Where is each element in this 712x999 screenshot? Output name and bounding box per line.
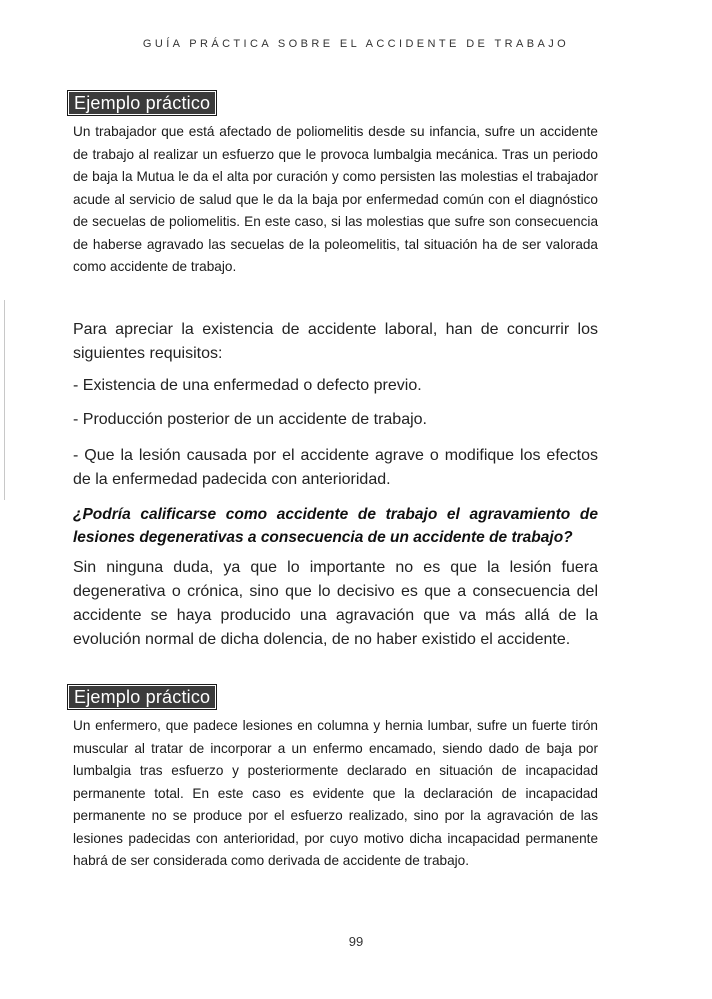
example-label-2: Ejemplo práctico	[67, 684, 217, 710]
requirements-intro: Para apreciar la existencia de accidente laboral, han de concurrir los siguientes requisitos:	[73, 321, 598, 362]
running-header: GUÍA PRÁCTICA SOBRE EL ACCIDENTE DE TRABAJO	[142, 38, 570, 50]
requirement-item-1: - Existencia de una enfermedad o defecto previo.	[73, 377, 422, 394]
page-number: 99	[348, 934, 364, 949]
requirement-item-3: - Que la lesión causada por el accidente agrave o modifique los efectos de la enfermedad padecida con anterioridad.	[73, 447, 598, 488]
page-edge-line	[4, 300, 5, 500]
question-answer: Sin ninguna duda, ya que lo importante no es que la lesión fuera degenerativa o crónica, sino que lo decisivo es que a consecuencia del accidente se haya producido una agravación que va más allá de la evolución normal de dicha dolencia, de no haber existido el accidente.	[73, 559, 598, 648]
requirement-item-2: - Producción posterior de un accidente de trabajo.	[73, 411, 427, 428]
question-heading: ¿Podría calificarse como accidente de trabajo el agravamiento de lesiones degenerativas a consecuencia de un accidente de trabajo?	[73, 506, 598, 546]
example-text-1: Un trabajador que está afectado de poliomelitis desde su infancia, sufre un accidente de trabajo al realizar un esfuerzo que le provoca lumbalgia mecánica. Tras un periodo de baja la Mutua le da el alta por curación y como persisten las molestias el trabajador acude al servicio de salud que le da la baja por enfermedad común con el diagnóstico de secuelas de poliomelitis. En este caso, si las molestias que sufre son consecuencia de haberse agravado las secuelas de la poleomelitis, tal situación ha de ser valorada como accidente de trabajo.	[73, 124, 598, 274]
example-text-2: Un enfermero, que padece lesiones en columna y hernia lumbar, sufre un fuerte tirón muscular al tratar de incorporar a un enfermo encamado, siendo dado de baja por lumbalgia tras esfuerzo y posteriormente declarado en situación de incapacidad permanente total. En este caso es evidente que la declaración de incapacidad permanente no se produce por el esfuerzo realizado, sino por la agravación de las lesiones padecidas con anterioridad, por cuyo motivo dicha incapacidad permanente habrá de ser considerada como derivada de accidente de trabajo.	[73, 718, 598, 868]
example-label-1: Ejemplo práctico	[67, 90, 217, 116]
